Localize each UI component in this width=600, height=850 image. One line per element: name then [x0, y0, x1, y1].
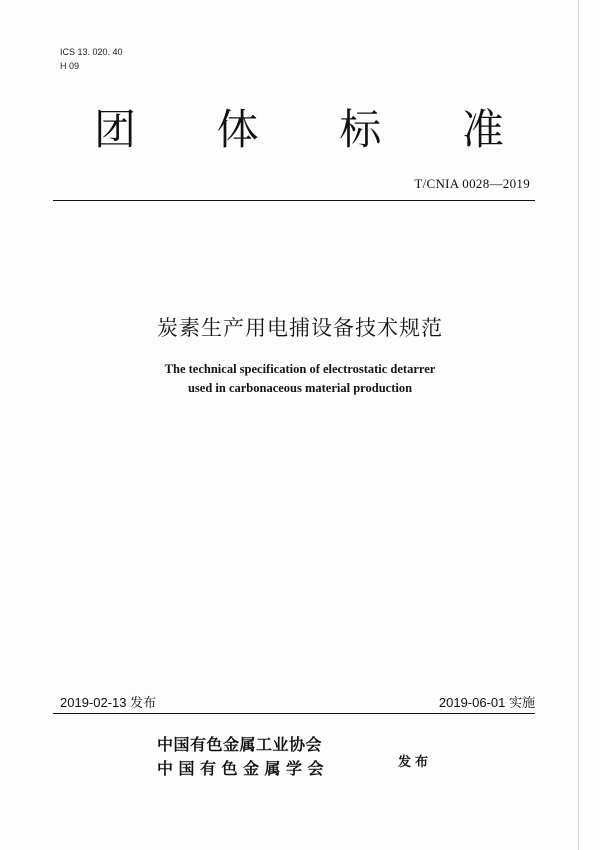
title-chinese: 炭素生产用电捕设备技术规范 — [157, 316, 443, 340]
top-divider — [53, 200, 535, 201]
standard-number: T/CNIA 0028—2019 — [414, 176, 530, 191]
publisher-org-2: 中国有色金属学会 — [157, 759, 330, 778]
title-english-line-1: The technical specification of electrostatic detarrer — [164, 362, 436, 376]
standard-type-heading — [94, 104, 504, 156]
implementation-date: 2019-06-01 实施 — [438, 695, 535, 710]
standard-type-char: 体 — [216, 105, 259, 154]
ics-code: ICS 13. 020. 40 — [60, 47, 123, 57]
title-english-line-2: used in carbonaceous material production — [187, 381, 413, 395]
bottom-divider — [53, 713, 535, 714]
standard-type-char: 标 — [339, 105, 382, 154]
publisher-org-1: 中国有色金属工业协会 — [157, 735, 323, 754]
ccs-code: H 09 — [60, 61, 80, 71]
publish-label: 发布 — [398, 755, 433, 770]
standard-type-char: 团 — [94, 105, 137, 154]
standard-type-char: 准 — [461, 105, 504, 154]
scan-edge-line — [578, 0, 579, 850]
publisher-block — [157, 733, 329, 781]
issue-date: 2019-02-13 发布 — [60, 695, 157, 710]
